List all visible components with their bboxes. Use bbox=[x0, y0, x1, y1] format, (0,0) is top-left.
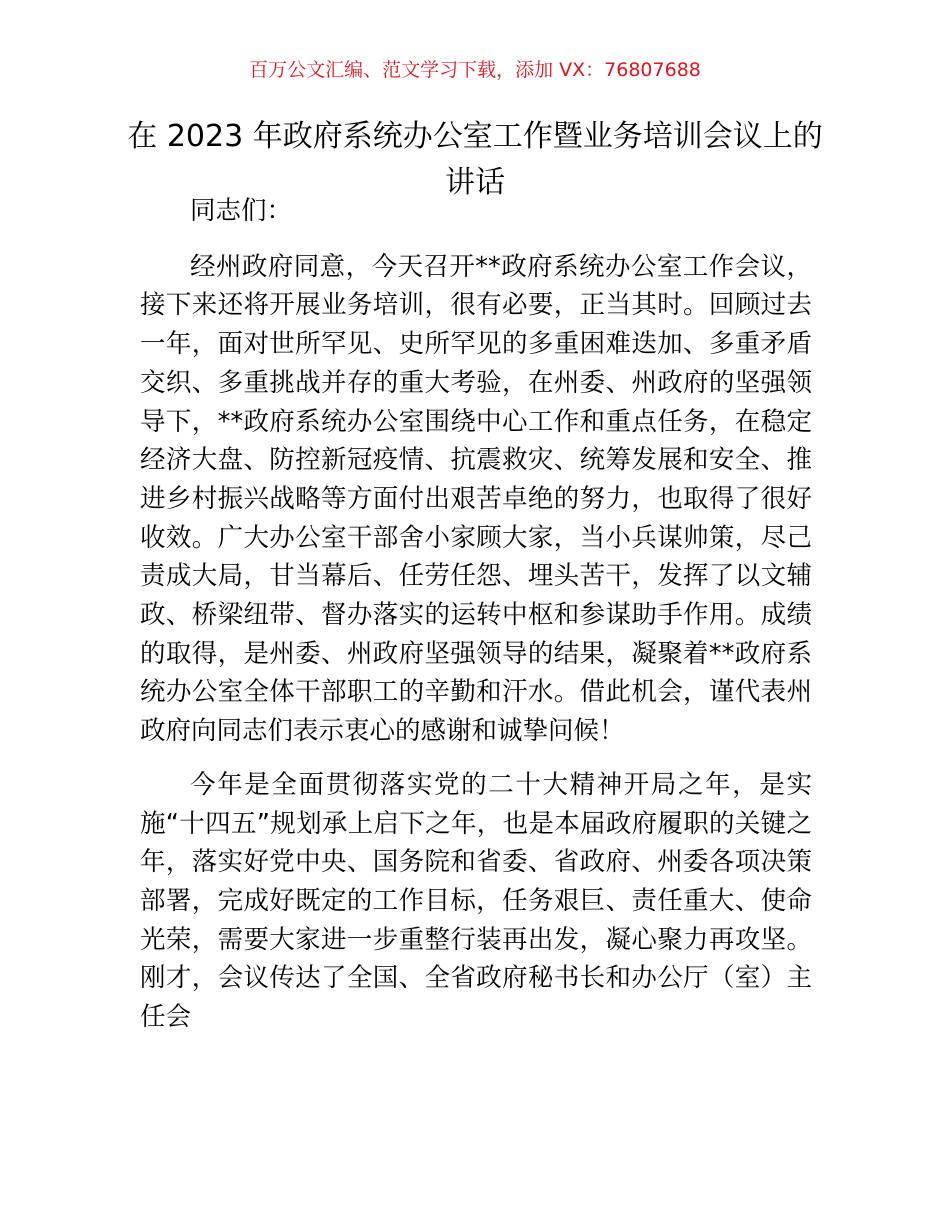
paragraph-1: 经州政府同意，今天召开**政府系统办公室工作会议，接下来还将开展业务培训，很有必要，正当其时。回顾过去一年，面对世所罕见、史所罕见的多重困难迭加、多重矛盾交织、多重挑战并存的重大考验，在州委、州政府的坚强领导下，**政府系统办公室围绕中心工作和重点任务，在稳定经济大盘、防控新冠疫情、抗震救灾、统筹发展和安全、推进乡村振兴战略等方面付出艰苦卓绝的努力，也取得了很好收效。广大办公室干部舍小家顾大家，当小兵谋帅策，尽己责成大局，甘当幕后、任劳任怨、埋头苦干，发挥了以文辅政、桥梁纽带、督办落实的运转中枢和参谋助手作用。成绩的取得，是州委、州政府坚强领导的结果，凝聚着**政府系统办公室全体干部职工的辛勤和汗水。借此机会，谨代表州政府向同志们表示衷心的感谢和诚挚问候！ bbox=[140, 251, 812, 747]
document-title: 在 2023 年政府系统办公室工作暨业务培训会议上的讲话 bbox=[127, 119, 823, 200]
watermark-header: 百万公文汇编、范文学习下载，添加 VX：76807688 bbox=[249, 59, 701, 81]
document-body bbox=[140, 192, 812, 1052]
paragraph-2: 今年是全面贯彻落实党的二十大精神开局之年，是实施“十四五”规划承上启下之年，也是本届政府履职的关键之年，落实好党中央、国务院和省委、省政府、州委各项决策部署，完成好既定的工作目标，任务艰巨、责任重大、使命光荣，需要大家进一步重整行装再出发，凝心聚力再攻坚。刚才，会议传达了全国、全省政府秘书长和办公厅（室）主任会 bbox=[140, 769, 812, 1033]
salutation: 同志们： bbox=[190, 196, 293, 226]
